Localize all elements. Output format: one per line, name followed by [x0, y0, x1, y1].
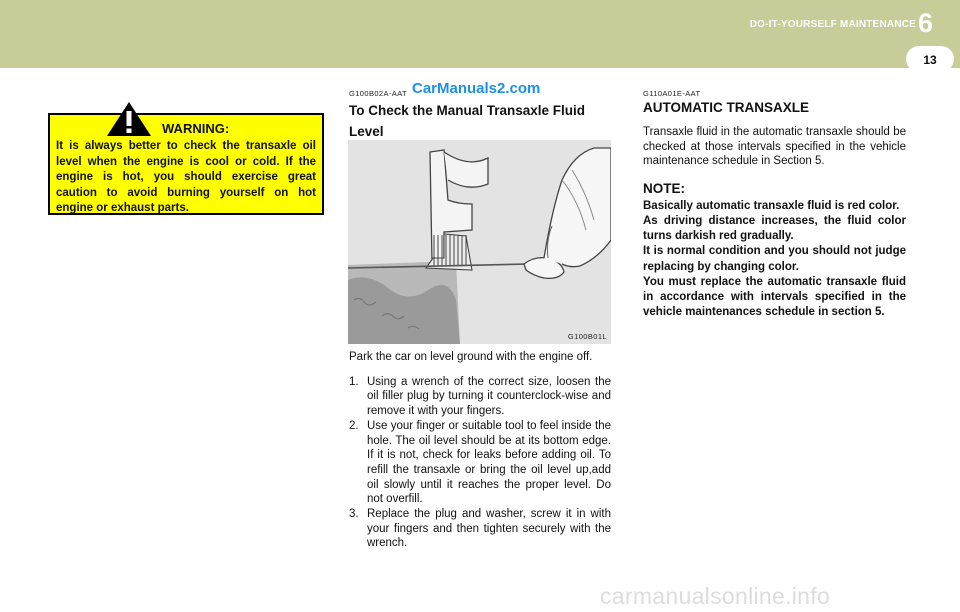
- warning-title: WARNING:: [162, 121, 230, 136]
- step-text: Replace the plug and washer, screw it in with your fingers and then tighten securely with the wrench.: [367, 508, 611, 550]
- manual-intro: Park the car on level ground with the engine off.: [349, 351, 593, 363]
- note-title: NOTE:: [643, 181, 685, 197]
- automatic-section-code: G110A01E-AAT: [643, 89, 701, 98]
- header-band: [0, 0, 960, 68]
- manual-section-body: [349, 350, 611, 551]
- list-item: [349, 419, 611, 507]
- list-item: [349, 375, 611, 419]
- hand-dipstick-illustration: [348, 140, 611, 344]
- chapter-number: 6: [918, 8, 934, 38]
- manual-section-title: To Check the Manual Transaxle Fluid Level: [349, 103, 586, 139]
- warning-icon: [106, 101, 152, 137]
- step-number: 2.: [349, 419, 359, 432]
- note-line: It is normal condition and you should not judge replacing by changing color.: [643, 245, 906, 273]
- step-text: Using a wrench of the correct size, loosen the oil filler plug by turning it counterclock-wise and remove it with your fingers.: [367, 375, 611, 418]
- page-number: 13: [923, 53, 937, 67]
- manual-section-code: G100B02A-AAT: [349, 89, 408, 98]
- warning-body: It is always better to check the transaxle oil level when the engine is cool or cold. If the engine is hot, you should exercise great caution to avoid burning yourself on hot engine or exhaust parts.: [56, 140, 316, 214]
- figure-label: G100B01L: [567, 332, 607, 341]
- step-number: 1.: [349, 375, 359, 388]
- note-line: You must replace the automatic transaxle fluid in accordance with intervals specified in the vehicle maintenances schedule in section 5.: [643, 275, 906, 319]
- note-body: [643, 199, 906, 321]
- step-number: 3.: [349, 508, 359, 521]
- automatic-section-body: [643, 125, 906, 320]
- manual-steps: [349, 375, 611, 551]
- step-text: Use your finger or suitable tool to feel inside the hole. The oil level should be at its bottom edge. If it is not, check for leaks before adding oil. To refill the transaxle or bring the oil level up,add oil slowly until it reaches the proper level. Do not overfill.: [367, 419, 611, 506]
- bottom-watermark: carmanualsonline.info: [600, 583, 831, 609]
- list-item: [349, 507, 611, 551]
- automatic-paragraph: Transaxle fluid in the automatic transaxle should be checked at those intervals specified in the vehicle maintenance schedule in Section 5.: [643, 126, 906, 168]
- automatic-section-title: AUTOMATIC TRANSAXLE: [643, 100, 809, 115]
- section-title: DO-IT-YOURSELF MAINTENANCE: [749, 19, 916, 30]
- note-line: As driving distance increases, the fluid color turns darkish red gradually.: [643, 215, 906, 243]
- top-watermark-link[interactable]: CarManuals2.com: [412, 80, 541, 97]
- transaxle-figure: [348, 140, 611, 344]
- note-line: Basically automatic transaxle fluid is red color.: [643, 199, 900, 212]
- warning-box: [48, 113, 324, 215]
